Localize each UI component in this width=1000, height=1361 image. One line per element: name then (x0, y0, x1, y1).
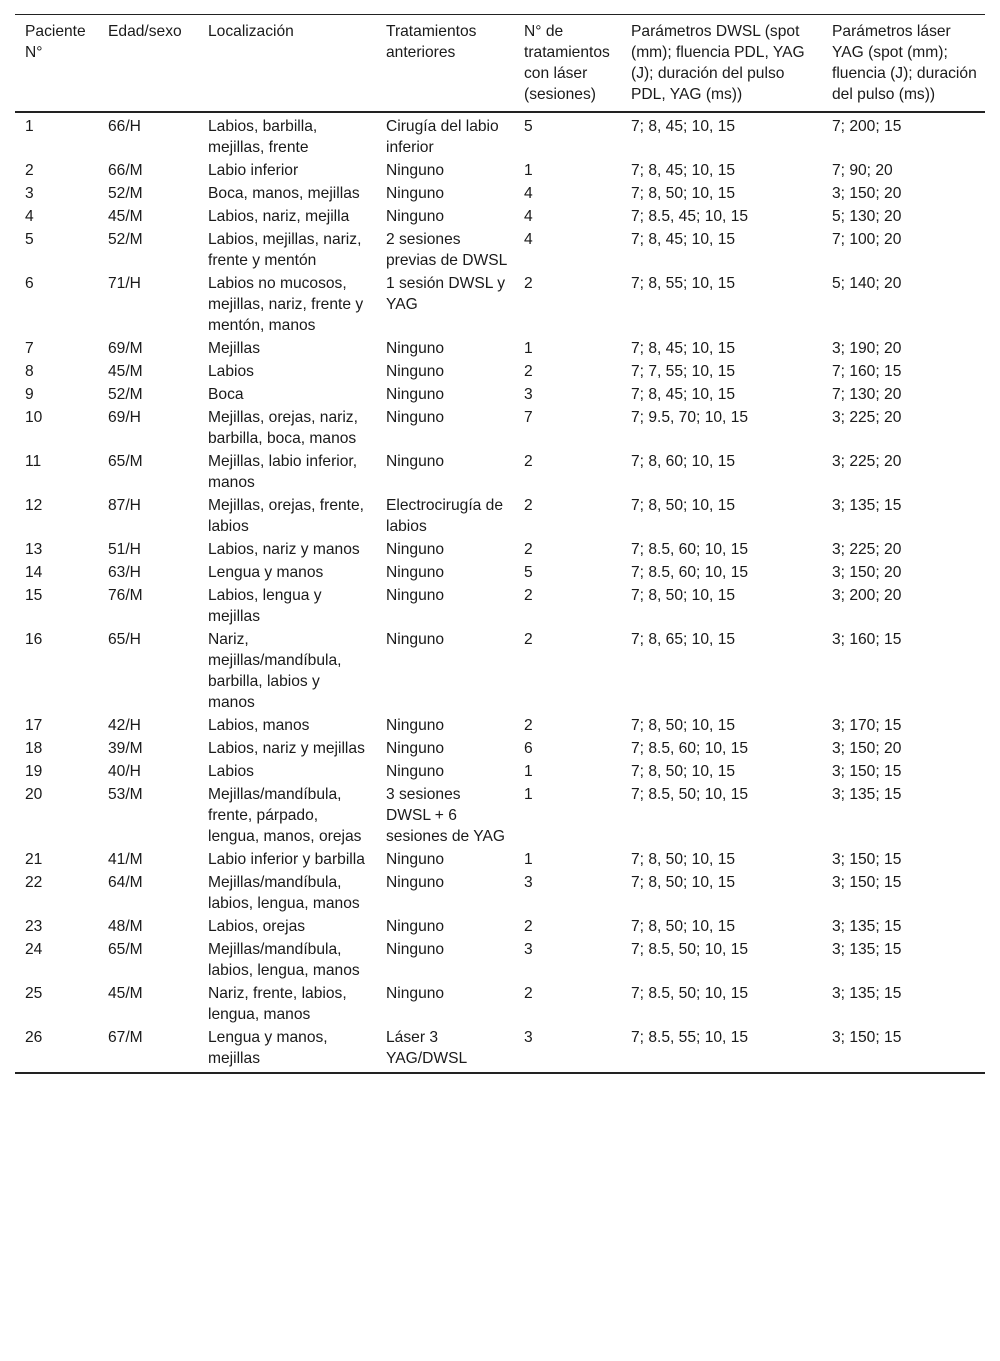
cell-patient-number: 18 (25, 740, 43, 757)
cell-dwsl-parameters: 7; 8, 45; 10, 15 (631, 231, 736, 248)
table-row (15, 181, 985, 204)
cell-age-sex: 65/H (108, 631, 141, 648)
cell-patient-number: 20 (25, 786, 43, 803)
cell-laser-sessions: 2 (524, 453, 533, 470)
cell-patient-number: 7 (25, 340, 34, 357)
cell-location: Lengua y manos, mejillas (208, 1029, 328, 1067)
cell-age-sex: 64/M (108, 874, 143, 891)
cell-patient-number: 17 (25, 717, 43, 734)
cell-yag-parameters: 3; 225; 20 (832, 541, 902, 558)
cell-location: Mejillas/mandíbula, labios, lengua, manos (208, 874, 360, 912)
table-row (15, 583, 985, 627)
cell-dwsl-parameters: 7; 8, 45; 10, 15 (631, 386, 736, 403)
cell-location: Labios no mucosos, mejillas, nariz, frente y mentón, manos (208, 275, 364, 334)
cell-location: Labios, orejas (208, 918, 306, 935)
cell-dwsl-parameters: 7; 8, 50; 10, 15 (631, 763, 736, 780)
cell-dwsl-parameters: 7; 8.5, 60; 10, 15 (631, 541, 749, 558)
cell-location: Labios, lengua y mejillas (208, 587, 322, 625)
cell-previous-treatments: Ninguno (386, 941, 445, 958)
cell-laser-sessions: 1 (524, 340, 533, 357)
cell-laser-sessions: 2 (524, 363, 533, 380)
cell-previous-treatments: 2 sesiones previas de DWSL (386, 231, 508, 269)
cell-dwsl-parameters: 7; 8, 65; 10, 15 (631, 631, 736, 648)
cell-yag-parameters: 7; 130; 20 (832, 386, 902, 403)
cell-patient-number: 14 (25, 564, 43, 581)
header-row (15, 15, 985, 113)
cell-dwsl-parameters: 7; 8.5, 60; 10, 15 (631, 740, 749, 757)
cell-yag-parameters: 3; 150; 20 (832, 740, 902, 757)
table-row (15, 759, 985, 782)
cell-dwsl-parameters: 7; 8, 45; 10, 15 (631, 118, 736, 135)
cell-dwsl-parameters: 7; 8.5, 60; 10, 15 (631, 564, 749, 581)
table-row (15, 493, 985, 537)
cell-age-sex: 69/H (108, 409, 141, 426)
cell-location: Lengua y manos (208, 564, 324, 581)
cell-laser-sessions: 4 (524, 231, 533, 248)
table-row (15, 1025, 985, 1073)
cell-laser-sessions: 3 (524, 386, 533, 403)
cell-age-sex: 87/H (108, 497, 141, 514)
table-row (15, 405, 985, 449)
cell-location: Boca, manos, mejillas (208, 185, 360, 202)
cell-dwsl-parameters: 7; 7, 55; 10, 15 (631, 363, 736, 380)
table-row (15, 914, 985, 937)
cell-location: Mejillas, orejas, nariz, barbilla, boca, manos (208, 409, 358, 447)
cell-previous-treatments: Ninguno (386, 185, 445, 202)
table-row (15, 537, 985, 560)
cell-yag-parameters: 3; 135; 15 (832, 497, 902, 514)
cell-age-sex: 52/M (108, 231, 143, 248)
cell-age-sex: 65/M (108, 941, 143, 958)
cell-dwsl-parameters: 7; 8.5, 55; 10, 15 (631, 1029, 749, 1046)
cell-age-sex: 39/M (108, 740, 143, 757)
cell-previous-treatments: Ninguno (386, 874, 445, 891)
table-row (15, 870, 985, 914)
cell-patient-number: 23 (25, 918, 43, 935)
cell-dwsl-parameters: 7; 8, 45; 10, 15 (631, 162, 736, 179)
cell-age-sex: 69/M (108, 340, 143, 357)
cell-age-sex: 42/H (108, 717, 141, 734)
cell-laser-sessions: 4 (524, 208, 533, 225)
cell-dwsl-parameters: 7; 8, 50; 10, 15 (631, 185, 736, 202)
cell-age-sex: 51/H (108, 541, 141, 558)
cell-dwsl-parameters: 7; 8.5, 50; 10, 15 (631, 941, 749, 958)
cell-age-sex: 45/M (108, 985, 143, 1002)
cell-age-sex: 53/M (108, 786, 143, 803)
table-row (15, 112, 985, 158)
cell-age-sex: 63/H (108, 564, 141, 581)
cell-previous-treatments: Ninguno (386, 386, 445, 403)
header-laser-sessions: N° de tratamientos con láser (sesiones) (524, 23, 610, 103)
cell-age-sex: 66/M (108, 162, 143, 179)
cell-laser-sessions: 3 (524, 874, 533, 891)
cell-previous-treatments: Ninguno (386, 851, 445, 868)
cell-location: Labios, mejillas, nariz, frente y mentón (208, 231, 362, 269)
cell-previous-treatments: Ninguno (386, 363, 445, 380)
cell-laser-sessions: 2 (524, 541, 533, 558)
cell-location: Labios, nariz y manos (208, 541, 360, 558)
cell-yag-parameters: 3; 190; 20 (832, 340, 902, 357)
cell-yag-parameters: 3; 135; 15 (832, 985, 902, 1002)
cell-patient-number: 24 (25, 941, 43, 958)
cell-previous-treatments: Láser 3 YAG/DWSL (386, 1029, 468, 1067)
cell-patient-number: 3 (25, 185, 34, 202)
cell-laser-sessions: 2 (524, 717, 533, 734)
cell-laser-sessions: 2 (524, 497, 533, 514)
cell-previous-treatments: Electrocirugía de labios (386, 497, 504, 535)
cell-yag-parameters: 3; 135; 15 (832, 918, 902, 935)
cell-previous-treatments: 3 sesiones DWSL + 6 sesiones de YAG (386, 786, 506, 845)
cell-location: Labios (208, 363, 254, 380)
table-body (15, 112, 985, 1073)
table-row (15, 359, 985, 382)
table-row (15, 382, 985, 405)
cell-patient-number: 25 (25, 985, 43, 1002)
cell-previous-treatments: Ninguno (386, 453, 445, 470)
cell-previous-treatments: Ninguno (386, 541, 445, 558)
cell-laser-sessions: 2 (524, 918, 533, 935)
cell-yag-parameters: 3; 160; 15 (832, 631, 902, 648)
cell-location: Mejillas, labio inferior, manos (208, 453, 358, 491)
cell-laser-sessions: 5 (524, 118, 533, 135)
cell-dwsl-parameters: 7; 8.5, 45; 10, 15 (631, 208, 749, 225)
cell-age-sex: 76/M (108, 587, 143, 604)
cell-patient-number: 8 (25, 363, 34, 380)
table-row (15, 736, 985, 759)
cell-dwsl-parameters: 7; 8, 60; 10, 15 (631, 453, 736, 470)
header-patient-number: Paciente N° (25, 23, 86, 61)
cell-yag-parameters: 3; 170; 15 (832, 717, 902, 734)
table-row (15, 782, 985, 847)
table-row (15, 560, 985, 583)
cell-location: Labios, nariz y mejillas (208, 740, 365, 757)
cell-patient-number: 21 (25, 851, 43, 868)
cell-patient-number: 2 (25, 162, 34, 179)
cell-previous-treatments: 1 sesión DWSL y YAG (386, 275, 506, 313)
cell-laser-sessions: 1 (524, 786, 533, 803)
cell-age-sex: 52/M (108, 185, 143, 202)
cell-previous-treatments: Ninguno (386, 340, 445, 357)
cell-yag-parameters: 3; 150; 20 (832, 564, 902, 581)
cell-laser-sessions: 7 (524, 409, 533, 426)
cell-patient-number: 16 (25, 631, 43, 648)
cell-laser-sessions: 2 (524, 587, 533, 604)
cell-previous-treatments: Ninguno (386, 564, 445, 581)
cell-yag-parameters: 3; 150; 20 (832, 185, 902, 202)
header-age-sex: Edad/sexo (108, 23, 182, 40)
cell-patient-number: 6 (25, 275, 34, 292)
cell-previous-treatments: Ninguno (386, 985, 445, 1002)
cell-yag-parameters: 3; 150; 15 (832, 763, 902, 780)
cell-dwsl-parameters: 7; 8, 45; 10, 15 (631, 340, 736, 357)
cell-previous-treatments: Ninguno (386, 587, 445, 604)
table-row (15, 449, 985, 493)
cell-dwsl-parameters: 7; 8, 50; 10, 15 (631, 874, 736, 891)
cell-location: Labios (208, 763, 254, 780)
cell-yag-parameters: 3; 150; 15 (832, 1029, 902, 1046)
cell-patient-number: 13 (25, 541, 43, 558)
cell-dwsl-parameters: 7; 8, 55; 10, 15 (631, 275, 736, 292)
cell-laser-sessions: 6 (524, 740, 533, 757)
cell-laser-sessions: 1 (524, 162, 533, 179)
cell-yag-parameters: 3; 135; 15 (832, 941, 902, 958)
table-row (15, 937, 985, 981)
cell-previous-treatments: Ninguno (386, 162, 445, 179)
cell-dwsl-parameters: 7; 8, 50; 10, 15 (631, 717, 736, 734)
cell-previous-treatments: Ninguno (386, 740, 445, 757)
cell-location: Boca (208, 386, 244, 403)
cell-location: Mejillas (208, 340, 260, 357)
cell-dwsl-parameters: 7; 8, 50; 10, 15 (631, 851, 736, 868)
table-row (15, 204, 985, 227)
cell-dwsl-parameters: 7; 8.5, 50; 10, 15 (631, 786, 749, 803)
cell-patient-number: 12 (25, 497, 43, 514)
cell-dwsl-parameters: 7; 9.5, 70; 10, 15 (631, 409, 749, 426)
cell-location: Labios, nariz, mejilla (208, 208, 350, 225)
cell-previous-treatments: Cirugía del labio inferior (386, 118, 499, 156)
cell-yag-parameters: 3; 135; 15 (832, 786, 902, 803)
cell-location: Mejillas/mandíbula, labios, lengua, manos (208, 941, 360, 979)
cell-age-sex: 67/M (108, 1029, 143, 1046)
table-row (15, 271, 985, 336)
cell-patient-number: 11 (25, 453, 42, 470)
cell-patient-number: 5 (25, 231, 34, 248)
cell-age-sex: 40/H (108, 763, 141, 780)
cell-patient-number: 10 (25, 409, 43, 426)
table-row (15, 847, 985, 870)
cell-location: Nariz, mejillas/mandíbula, barbilla, labios y manos (208, 631, 342, 711)
cell-yag-parameters: 3; 225; 20 (832, 409, 902, 426)
cell-laser-sessions: 3 (524, 941, 533, 958)
cell-dwsl-parameters: 7; 8.5, 50; 10, 15 (631, 985, 749, 1002)
cell-patient-number: 4 (25, 208, 34, 225)
cell-age-sex: 41/M (108, 851, 143, 868)
header-location: Localización (208, 23, 294, 40)
table-header (15, 15, 985, 113)
cell-yag-parameters: 7; 100; 20 (832, 231, 902, 248)
cell-laser-sessions: 1 (524, 851, 533, 868)
cell-yag-parameters: 5; 130; 20 (832, 208, 902, 225)
patient-treatment-table (15, 14, 985, 1074)
cell-yag-parameters: 5; 140; 20 (832, 275, 902, 292)
cell-laser-sessions: 1 (524, 763, 533, 780)
cell-patient-number: 22 (25, 874, 43, 891)
cell-laser-sessions: 5 (524, 564, 533, 581)
table-row (15, 981, 985, 1025)
cell-age-sex: 65/M (108, 453, 143, 470)
cell-age-sex: 45/M (108, 208, 143, 225)
table-row (15, 227, 985, 271)
cell-location: Mejillas/mandíbula, frente, párpado, lengua, manos, orejas (208, 786, 362, 845)
cell-dwsl-parameters: 7; 8, 50; 10, 15 (631, 497, 736, 514)
cell-age-sex: 48/M (108, 918, 143, 935)
cell-location: Labios, manos (208, 717, 310, 734)
cell-location: Nariz, frente, labios, lengua, manos (208, 985, 347, 1023)
header-dwsl-parameters: Parámetros DWSL (spot (mm); fluencia PDL, YAG (J); duración del pulso PDL, YAG (ms)) (631, 23, 805, 103)
cell-dwsl-parameters: 7; 8, 50; 10, 15 (631, 918, 736, 935)
cell-previous-treatments: Ninguno (386, 208, 445, 225)
cell-yag-parameters: 3; 225; 20 (832, 453, 902, 470)
cell-yag-parameters: 7; 160; 15 (832, 363, 902, 380)
cell-location: Labios, barbilla, mejillas, frente (208, 118, 318, 156)
cell-yag-parameters: 3; 150; 15 (832, 874, 902, 891)
cell-yag-parameters: 7; 90; 20 (832, 162, 893, 179)
cell-laser-sessions: 2 (524, 985, 533, 1002)
patient-table-container (15, 14, 985, 1074)
table-row (15, 713, 985, 736)
cell-yag-parameters: 7; 200; 15 (832, 118, 902, 135)
header-yag-parameters: Parámetros láser YAG (spot (mm); fluencia (J); duración del pulso (ms)) (832, 23, 977, 103)
cell-patient-number: 9 (25, 386, 34, 403)
cell-previous-treatments: Ninguno (386, 409, 445, 426)
cell-patient-number: 1 (25, 118, 34, 135)
cell-age-sex: 52/M (108, 386, 143, 403)
cell-location: Labio inferior (208, 162, 299, 179)
cell-yag-parameters: 3; 200; 20 (832, 587, 902, 604)
header-previous-treatments: Tratamientos anteriores (386, 23, 477, 61)
cell-yag-parameters: 3; 150; 15 (832, 851, 902, 868)
cell-age-sex: 71/H (108, 275, 141, 292)
cell-patient-number: 26 (25, 1029, 43, 1046)
cell-previous-treatments: Ninguno (386, 717, 445, 734)
cell-previous-treatments: Ninguno (386, 763, 445, 780)
cell-laser-sessions: 2 (524, 631, 533, 648)
cell-laser-sessions: 2 (524, 275, 533, 292)
cell-age-sex: 45/M (108, 363, 143, 380)
cell-patient-number: 15 (25, 587, 43, 604)
cell-location: Labio inferior y barbilla (208, 851, 365, 868)
table-row (15, 158, 985, 181)
cell-patient-number: 19 (25, 763, 43, 780)
cell-laser-sessions: 4 (524, 185, 533, 202)
cell-location: Mejillas, orejas, frente, labios (208, 497, 364, 535)
table-row (15, 336, 985, 359)
cell-laser-sessions: 3 (524, 1029, 533, 1046)
cell-previous-treatments: Ninguno (386, 918, 445, 935)
cell-previous-treatments: Ninguno (386, 631, 445, 648)
cell-age-sex: 66/H (108, 118, 141, 135)
table-row (15, 627, 985, 713)
cell-dwsl-parameters: 7; 8, 50; 10, 15 (631, 587, 736, 604)
